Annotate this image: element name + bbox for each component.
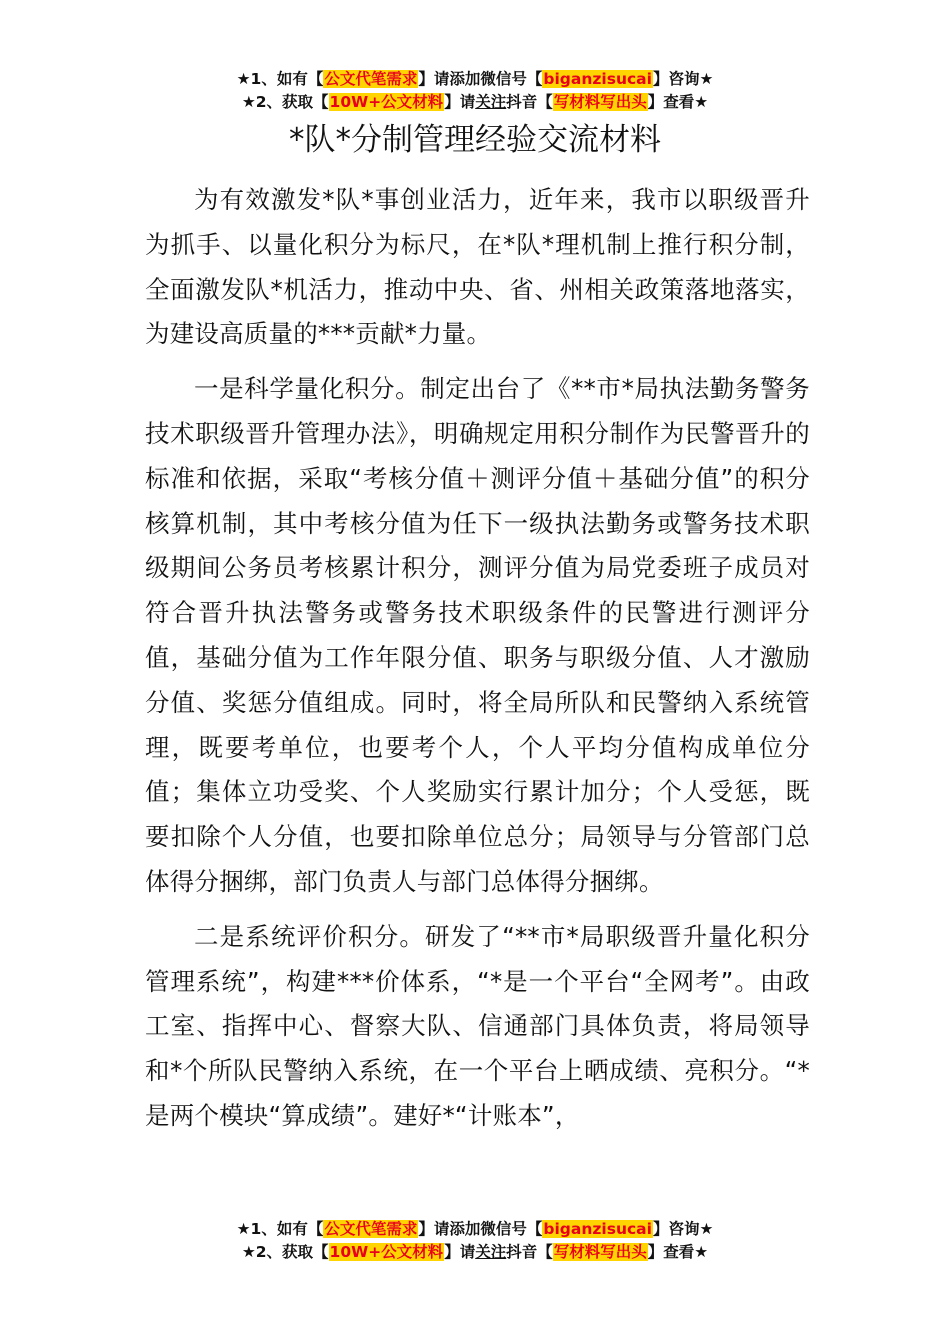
banner-text: 】查看★ bbox=[647, 93, 709, 111]
banner-line-1 bbox=[0, 68, 950, 91]
document-title: *队*分制管理经验交流材料 bbox=[289, 122, 661, 158]
banner-text: 】请 bbox=[444, 93, 476, 111]
highlight-materials: 10W+公文材料 bbox=[329, 1243, 444, 1261]
banner-text: ★1、如有【 bbox=[236, 70, 324, 88]
banner-text: 抖音【 bbox=[506, 93, 553, 111]
highlight-douyin-account: 写材料写出头 bbox=[553, 1243, 647, 1261]
highlight-wechat-id: biganzisucai bbox=[543, 70, 652, 88]
banner-emphasis: 关注 bbox=[475, 93, 507, 111]
banner-text: ★1、如有【 bbox=[236, 1220, 324, 1238]
banner-text: 】请添 bbox=[418, 70, 465, 88]
banner-emphasis: 关注 bbox=[475, 1243, 507, 1261]
paragraph-section-1: 一是科学量化积分。制定出台了《**市*局执法勤务警务技术职级晋升管理办法》，明确规定用积分制作为民警晋升的标准和依据，采取“考核分值＋测评分值＋基础分值”的积分核算机制，其中考核分值为任下一级执法勤务或警务技术职级期间公务员考核累计积分，测评分值为局党委班子成员对符合晋升执法警务或警务技术职级条件的民警进行测评分值，基础分值为工作年限分值、职务与职级分值、人才激励分值、奖惩分值组成。同时，将全局所队和民警纳入系统管理，既要考单位，也要考个人，个人平均分值构成单位分值；集体立功受奖、个人奖励实行累计加分；个人受惩，既要扣除个人分值，也要扣除单位总分；局领导与分管部门总体得分捆绑，部门负责人与部门总体得分捆绑。 bbox=[145, 374, 810, 896]
highlight-ghostwriting: 公文代笔需求 bbox=[324, 1220, 418, 1238]
banner-text: 】查看★ bbox=[647, 1243, 709, 1261]
banner-emphasis: 加 bbox=[464, 70, 481, 88]
header-banner bbox=[0, 68, 950, 114]
document-body bbox=[145, 178, 810, 1149]
footer-banner bbox=[0, 1218, 950, 1264]
banner-text: 微信号【 bbox=[480, 70, 543, 88]
banner-text: 】请 bbox=[444, 1243, 476, 1261]
banner-text: 抖音【 bbox=[506, 1243, 553, 1261]
highlight-ghostwriting: 公文代笔需求 bbox=[324, 70, 418, 88]
banner-text: 】请添 bbox=[418, 1220, 465, 1238]
banner-text: ★2、获取【 bbox=[241, 1243, 329, 1261]
banner-text: 】咨询★ bbox=[652, 70, 714, 88]
highlight-douyin-account: 写材料写出头 bbox=[553, 93, 647, 111]
paragraph-section-2: 二是系统评价积分。研发了“**市*局职级晋升量化积分管理系统”，构建***价体系，“*是一个平台“全网考”。由政工室、指挥中心、督察大队、信通部门具体负责，将局领导和*个所队民警纳入系统，在一个平台上晒成绩、亮积分。“*是两个模块“算成绩”。建好*“计账本”， bbox=[145, 921, 810, 1130]
banner-line-2 bbox=[0, 91, 950, 114]
banner-text: 微信号【 bbox=[480, 1220, 543, 1238]
banner-text: 】咨询★ bbox=[652, 1220, 714, 1238]
banner-line-2 bbox=[0, 1241, 950, 1264]
banner-line-1 bbox=[0, 1218, 950, 1241]
highlight-wechat-id: biganzisucai bbox=[543, 1220, 652, 1238]
banner-emphasis: 加 bbox=[464, 1220, 481, 1238]
paragraph-intro: 为有效激发*队*事创业活力，近年来，我市以职级晋升为抓手、以量化积分为标尺，在*队*理机制上推行积分制，全面激发队*机活力，推动中央、省、州相关政策落地落实，为建设高质量的***贡献*力量。 bbox=[145, 185, 810, 349]
highlight-materials: 10W+公文材料 bbox=[329, 93, 444, 111]
banner-text: ★2、获取【 bbox=[241, 93, 329, 111]
